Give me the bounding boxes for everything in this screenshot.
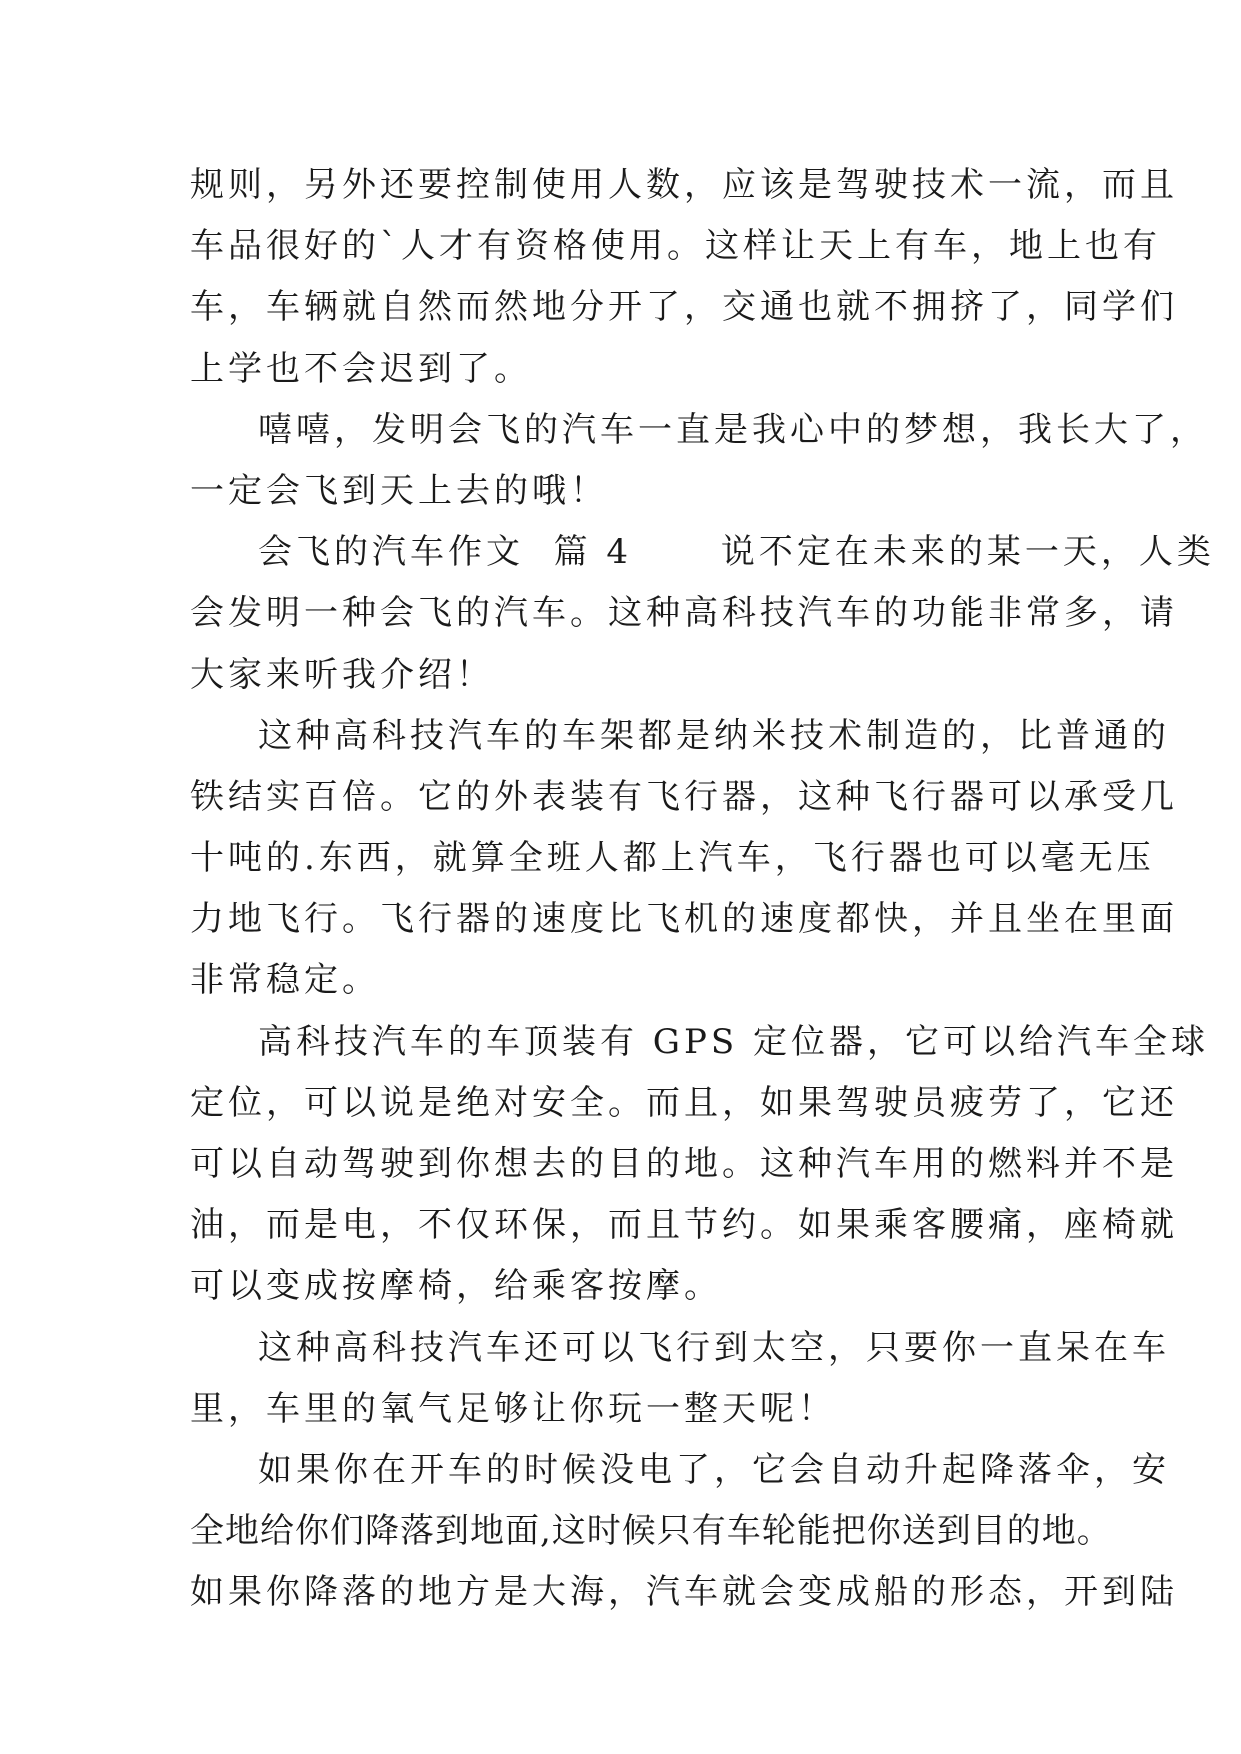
text-line: 如果你在开车的时候没电了，它会自动升起降落伞，安 [258, 1449, 1170, 1490]
text-line: 车，车辆就自然而然地分开了，交通也就不拥挤了，同学们 [190, 287, 1178, 328]
text-line: 力地飞行。飞行器的速度比飞机的速度都快，并且坐在里面 [190, 899, 1178, 940]
text-line: 这种高科技汽车还可以飞行到太空，只要你一直呆在车 [258, 1327, 1170, 1368]
text-line: 嘻嘻，发明会飞的汽车一直是我心中的梦想，我长大了， [258, 409, 1208, 450]
text-line: 高科技汽车的车顶装有 GPS 定位器，它可以给汽车全球 [258, 1021, 1209, 1062]
section-heading-line: 会飞的汽车作文 篇 4 说不定在未来的某一天，人类 [258, 532, 1215, 573]
text-line: 十吨的.东西，就算全班人都上汽车，飞行器也可以毫无压 [190, 838, 1155, 879]
text-line: 油，而是电，不仅环保，而且节约。如果乘客腰痛，座椅就 [190, 1205, 1178, 1246]
text-line: 铁结实百倍。它的外表装有飞行器，这种飞行器可以承受几 [190, 776, 1178, 817]
text-line: 非常稳定。 [190, 960, 380, 1001]
text-line: 可以变成按摩椅，给乘客按摩。 [190, 1266, 722, 1307]
text-line: 可以自动驾驶到你想去的目的地。这种汽车用的燃料并不是 [190, 1144, 1178, 1184]
text-line: 大家来听我介绍！ [190, 654, 494, 695]
text-line: 上学也不会迟到了。 [190, 348, 532, 389]
text-line: 定位，可以说是绝对安全。而且，如果驾驶员疲劳了，它还 [190, 1082, 1178, 1123]
text-line: 车品很好的`人才有资格使用。这样让天上有车，地上也有 [190, 226, 1161, 267]
text-line: 会发明一种会飞的汽车。这种高科技汽车的功能非常多，请 [190, 593, 1178, 634]
text-line: 一定会飞到天上去的哦！ [190, 470, 608, 511]
text-line: 这种高科技汽车的车架都是纳米技术制造的，比普通的 [258, 715, 1170, 756]
body-text [190, 155, 1215, 1624]
text-line: 规则，另外还要控制使用人数，应该是驾驶技术一流，而且 [190, 165, 1178, 205]
text-line: 如果你降落的地方是大海，汽车就会变成船的形态，开到陆 [190, 1572, 1178, 1613]
text-line: 里，车里的氧气足够让你玩一整天呢！ [190, 1388, 836, 1429]
text-line: 全地给你们降落到地面,这时候只有车轮能把你送到目的地。 [190, 1511, 1112, 1552]
